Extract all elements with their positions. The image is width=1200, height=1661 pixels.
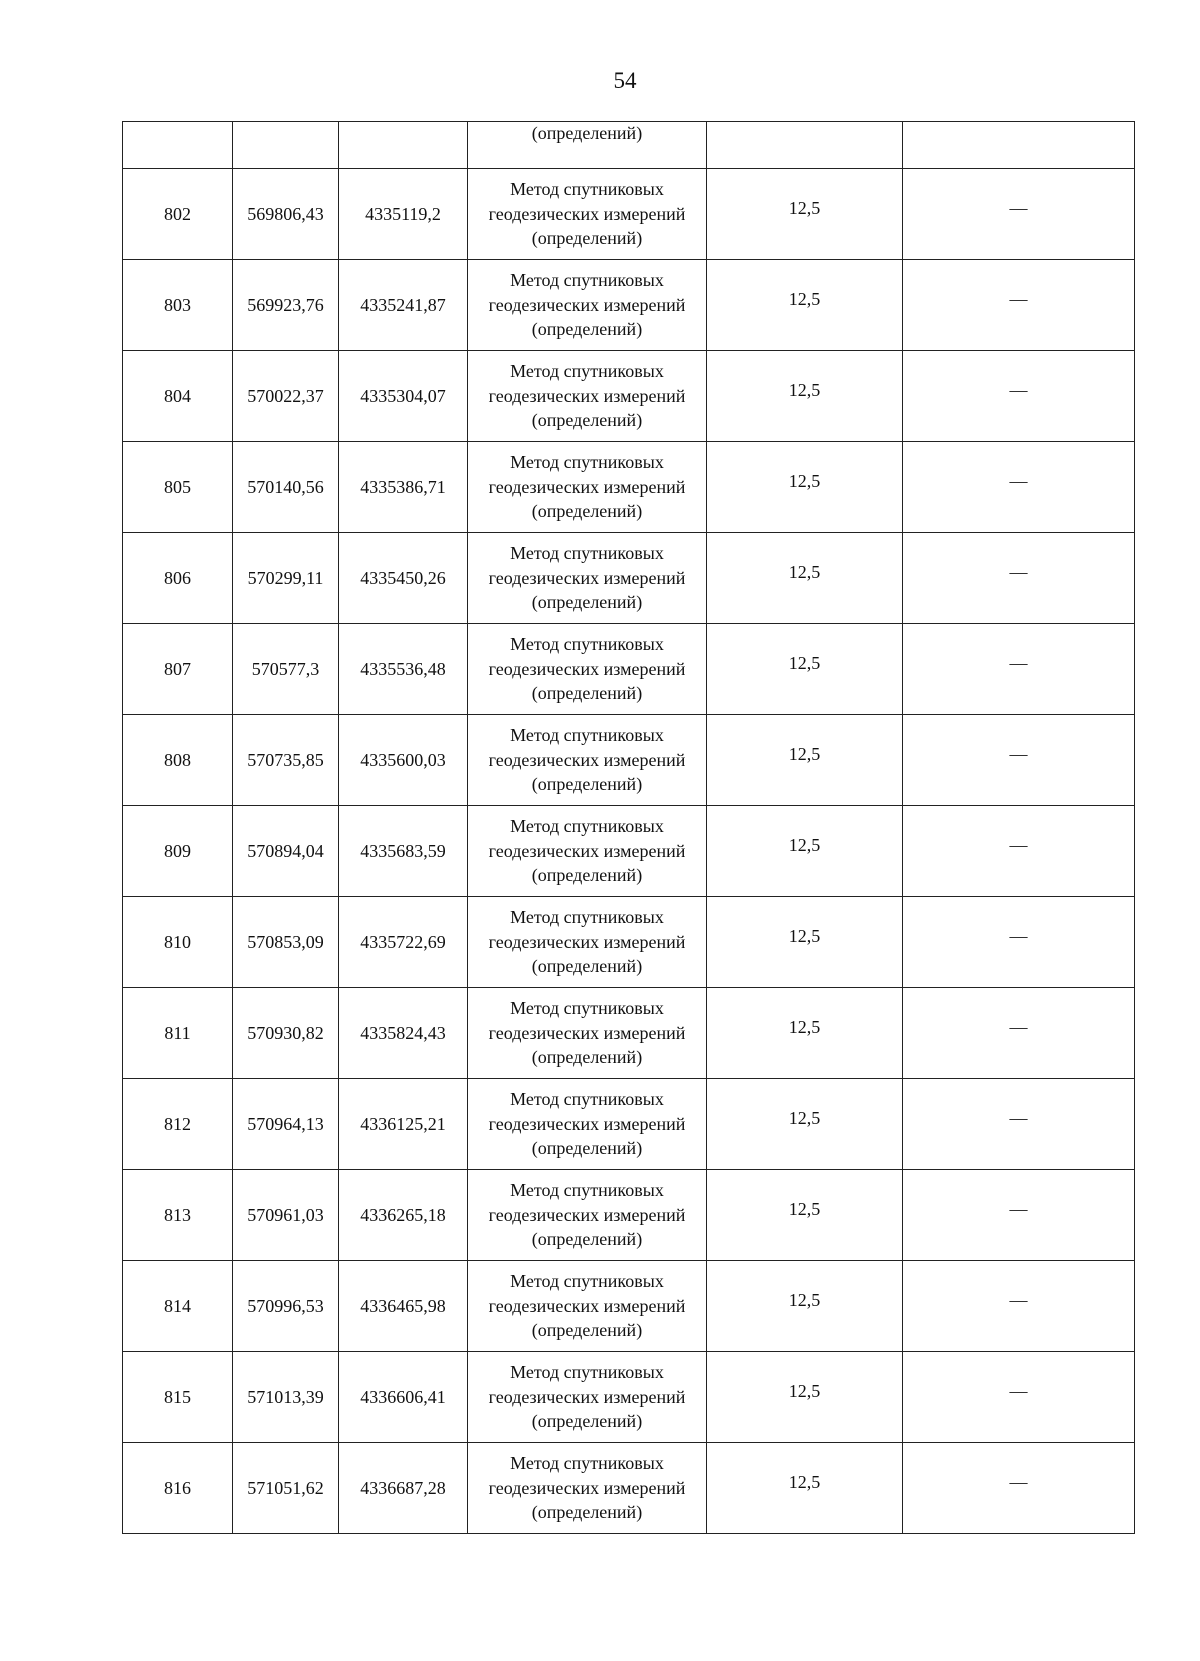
accuracy-value: 12,5	[788, 834, 821, 855]
accuracy-cell	[707, 1261, 903, 1352]
note-dash: —	[1009, 1380, 1028, 1401]
y-coordinate-cell: 4336606,41	[339, 1352, 468, 1443]
y-coordinate-cell: 4335450,26	[339, 533, 468, 624]
method-line: Метод спутниковых	[510, 452, 664, 473]
point-number-cell: 810	[123, 897, 233, 988]
method-line: геодезических измерений	[488, 1113, 686, 1134]
note-cell	[903, 1261, 1135, 1352]
x-coordinate-cell: 570299,11	[233, 533, 339, 624]
x-coordinate-cell: 570894,04	[233, 806, 339, 897]
method-line: геодезических измерений	[488, 658, 686, 679]
table-row	[123, 897, 1135, 988]
continuation-row	[123, 122, 1135, 169]
point-number-cell: 807	[123, 624, 233, 715]
note-dash: —	[1009, 470, 1028, 491]
accuracy-value: 12,5	[788, 1107, 821, 1128]
accuracy-value: 12,5	[788, 379, 821, 400]
x-coordinate-cell: 570996,53	[233, 1261, 339, 1352]
x-coordinate-cell: 570961,03	[233, 1170, 339, 1261]
x-coordinate-cell: 570140,56	[233, 442, 339, 533]
point-number-cell: 803	[123, 260, 233, 351]
note-dash: —	[1009, 1471, 1028, 1492]
y-coordinate-cell: 4335722,69	[339, 897, 468, 988]
method-line: геодезических измерений	[488, 1204, 686, 1225]
continuation-cell-x	[233, 122, 339, 169]
y-coordinate-cell: 4335386,71	[339, 442, 468, 533]
method-line: Метод спутниковых	[510, 1271, 664, 1292]
method-line: (определений)	[531, 1047, 643, 1068]
method-line: Метод спутниковых	[510, 1089, 664, 1110]
point-number-cell: 816	[123, 1443, 233, 1534]
accuracy-value: 12,5	[788, 561, 821, 582]
point-number-cell: 813	[123, 1170, 233, 1261]
method-line: Метод спутниковых	[510, 816, 664, 837]
method-cell	[468, 624, 707, 715]
x-coordinate-cell: 571013,39	[233, 1352, 339, 1443]
accuracy-cell	[707, 806, 903, 897]
method-line: геодезических измерений	[488, 385, 686, 406]
method-line: Метод спутниковых	[510, 543, 664, 564]
method-cell	[468, 260, 707, 351]
method-line: (определений)	[531, 865, 643, 886]
point-number-cell: 811	[123, 988, 233, 1079]
x-coordinate-cell: 570735,85	[233, 715, 339, 806]
y-coordinate-cell: 4336125,21	[339, 1079, 468, 1170]
method-line: (определений)	[531, 1229, 643, 1250]
method-cell	[468, 1352, 707, 1443]
method-line: (определений)	[531, 592, 643, 613]
method-line: (определений)	[531, 683, 643, 704]
point-number-cell: 812	[123, 1079, 233, 1170]
accuracy-value: 12,5	[788, 1289, 821, 1310]
table-row	[123, 1352, 1135, 1443]
method-line: геодезических измерений	[488, 203, 686, 224]
point-number-cell: 815	[123, 1352, 233, 1443]
method-cell	[468, 1261, 707, 1352]
method-line: (определений)	[531, 1320, 643, 1341]
x-coordinate-cell: 570930,82	[233, 988, 339, 1079]
accuracy-cell	[707, 1443, 903, 1534]
method-line: (определений)	[531, 1502, 643, 1523]
point-number-cell: 806	[123, 533, 233, 624]
accuracy-cell	[707, 169, 903, 260]
method-line: Метод спутниковых	[510, 1362, 664, 1383]
y-coordinate-cell: 4335824,43	[339, 988, 468, 1079]
method-cell	[468, 1079, 707, 1170]
page-number: 54	[613, 68, 637, 93]
y-coordinate-cell: 4335683,59	[339, 806, 468, 897]
method-line: геодезических измерений	[488, 749, 686, 770]
table-row	[123, 533, 1135, 624]
y-coordinate-cell: 4335304,07	[339, 351, 468, 442]
note-cell	[903, 442, 1135, 533]
x-coordinate-cell: 570577,3	[233, 624, 339, 715]
note-dash: —	[1009, 288, 1028, 309]
method-cell	[468, 169, 707, 260]
method-line: Метод спутниковых	[510, 634, 664, 655]
x-coordinate-cell: 569806,43	[233, 169, 339, 260]
method-line: (определений)	[531, 1411, 643, 1432]
method-line: (определений)	[531, 410, 643, 431]
method-line: (определений)	[531, 1138, 643, 1159]
method-line: (определений)	[531, 228, 643, 249]
point-number-cell: 814	[123, 1261, 233, 1352]
method-cell	[468, 715, 707, 806]
accuracy-value: 12,5	[788, 743, 821, 764]
method-cell	[468, 806, 707, 897]
table-row	[123, 1261, 1135, 1352]
accuracy-cell	[707, 351, 903, 442]
method-line: Метод спутниковых	[510, 361, 664, 382]
note-cell	[903, 715, 1135, 806]
note-dash: —	[1009, 561, 1028, 582]
continuation-cell-point	[123, 122, 233, 169]
point-number-cell: 802	[123, 169, 233, 260]
note-cell	[903, 351, 1135, 442]
point-number-cell: 804	[123, 351, 233, 442]
accuracy-cell	[707, 442, 903, 533]
continuation-cell-note	[903, 122, 1135, 169]
table-row	[123, 1443, 1135, 1534]
x-coordinate-cell: 570022,37	[233, 351, 339, 442]
note-cell	[903, 533, 1135, 624]
y-coordinate-cell: 4336687,28	[339, 1443, 468, 1534]
y-coordinate-cell: 4335241,87	[339, 260, 468, 351]
y-coordinate-cell: 4335600,03	[339, 715, 468, 806]
note-dash: —	[1009, 197, 1028, 218]
method-line: Метод спутниковых	[510, 179, 664, 200]
accuracy-value: 12,5	[788, 288, 821, 309]
accuracy-value: 12,5	[788, 925, 821, 946]
accuracy-value: 12,5	[788, 652, 821, 673]
accuracy-cell	[707, 897, 903, 988]
accuracy-cell	[707, 624, 903, 715]
table-row	[123, 442, 1135, 533]
accuracy-cell	[707, 715, 903, 806]
method-line: Метод спутниковых	[510, 270, 664, 291]
method-cell	[468, 897, 707, 988]
method-line: геодезических измерений	[488, 840, 686, 861]
table-row	[123, 806, 1135, 897]
accuracy-value: 12,5	[788, 1380, 821, 1401]
accuracy-cell	[707, 1079, 903, 1170]
point-number-cell: 808	[123, 715, 233, 806]
method-line: геодезических измерений	[488, 294, 686, 315]
method-line: Метод спутниковых	[510, 1453, 664, 1474]
table-row	[123, 1079, 1135, 1170]
note-cell	[903, 1079, 1135, 1170]
method-cell	[468, 1170, 707, 1261]
note-dash: —	[1009, 743, 1028, 764]
note-cell	[903, 897, 1135, 988]
table-row	[123, 1170, 1135, 1261]
accuracy-cell	[707, 988, 903, 1079]
method-cell	[468, 442, 707, 533]
y-coordinate-cell: 4335119,2	[339, 169, 468, 260]
note-dash: —	[1009, 1198, 1028, 1219]
table-row	[123, 260, 1135, 351]
x-coordinate-cell: 570853,09	[233, 897, 339, 988]
method-line: (определений)	[531, 319, 643, 340]
accuracy-value: 12,5	[788, 1016, 821, 1037]
table-row	[123, 351, 1135, 442]
point-number-cell: 809	[123, 806, 233, 897]
note-dash: —	[1009, 1016, 1028, 1037]
accuracy-value: 12,5	[788, 197, 821, 218]
method-line: геодезических измерений	[488, 567, 686, 588]
accuracy-value: 12,5	[788, 1198, 821, 1219]
note-cell	[903, 1443, 1135, 1534]
accuracy-value: 12,5	[788, 470, 821, 491]
method-line: (определений)	[531, 956, 643, 977]
note-cell	[903, 1170, 1135, 1261]
note-cell	[903, 1352, 1135, 1443]
table-row	[123, 715, 1135, 806]
method-cell	[468, 988, 707, 1079]
note-dash: —	[1009, 379, 1028, 400]
accuracy-cell	[707, 260, 903, 351]
accuracy-value: 12,5	[788, 1471, 821, 1492]
continuation-cell-accuracy	[707, 122, 903, 169]
method-line: Метод спутниковых	[510, 1180, 664, 1201]
continuation-cell-y	[339, 122, 468, 169]
y-coordinate-cell: 4336265,18	[339, 1170, 468, 1261]
y-coordinate-cell: 4335536,48	[339, 624, 468, 715]
accuracy-cell	[707, 1352, 903, 1443]
coordinates-table	[122, 121, 1135, 1534]
note-dash: —	[1009, 925, 1028, 946]
method-line: геодезических измерений	[488, 931, 686, 952]
x-coordinate-cell: 570964,13	[233, 1079, 339, 1170]
method-line: геодезических измерений	[488, 476, 686, 497]
method-cell	[468, 1443, 707, 1534]
method-line: Метод спутниковых	[510, 725, 664, 746]
point-number-cell: 805	[123, 442, 233, 533]
method-line: геодезических измерений	[488, 1477, 686, 1498]
x-coordinate-cell: 569923,76	[233, 260, 339, 351]
method-line: Метод спутниковых	[510, 998, 664, 1019]
note-cell	[903, 624, 1135, 715]
note-dash: —	[1009, 1289, 1028, 1310]
method-line: Метод спутниковых	[510, 907, 664, 928]
method-cell	[468, 533, 707, 624]
note-dash: —	[1009, 652, 1028, 673]
note-cell	[903, 806, 1135, 897]
continuation-cell-method: (определений)	[468, 122, 707, 169]
x-coordinate-cell: 571051,62	[233, 1443, 339, 1534]
note-cell	[903, 988, 1135, 1079]
note-dash: —	[1009, 1107, 1028, 1128]
table-row	[123, 169, 1135, 260]
method-line: геодезических измерений	[488, 1022, 686, 1043]
table-row	[123, 624, 1135, 715]
table-row	[123, 988, 1135, 1079]
note-dash: —	[1009, 834, 1028, 855]
method-line: геодезических измерений	[488, 1295, 686, 1316]
note-cell	[903, 260, 1135, 351]
accuracy-cell	[707, 1170, 903, 1261]
method-cell	[468, 351, 707, 442]
table-body	[123, 122, 1135, 1534]
method-line: (определений)	[531, 501, 643, 522]
y-coordinate-cell: 4336465,98	[339, 1261, 468, 1352]
note-cell	[903, 169, 1135, 260]
method-line: (определений)	[531, 774, 643, 795]
accuracy-cell	[707, 533, 903, 624]
method-line: геодезических измерений	[488, 1386, 686, 1407]
